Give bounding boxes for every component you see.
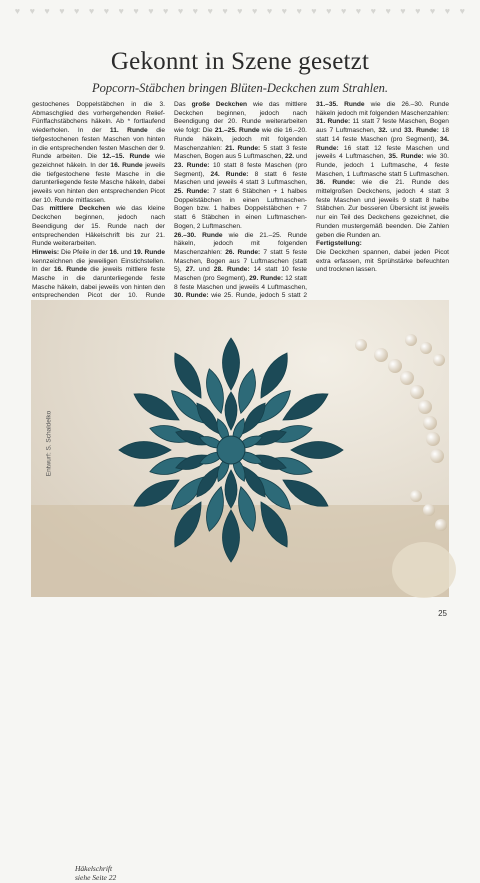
bold-term: 34. Runde: xyxy=(316,135,449,152)
bold-term: 31. Runde: xyxy=(316,118,351,126)
text-column-2 xyxy=(174,101,307,310)
bold-term: 25. Runde: xyxy=(174,188,210,196)
bold-term: 35. Runde: xyxy=(388,153,424,161)
heart-icon: ♥ xyxy=(192,5,199,16)
body-paragraph xyxy=(32,205,165,249)
heart-icon: ♥ xyxy=(74,5,80,16)
text-column-1 xyxy=(32,101,165,310)
body-paragraph xyxy=(174,101,307,232)
bold-term: 11. Runde xyxy=(109,127,148,135)
text-run: Das xyxy=(32,205,50,213)
heart-icon: ♥ xyxy=(415,5,421,16)
heart-icon: ♥ xyxy=(340,5,347,16)
heart-icon: ♥ xyxy=(311,5,317,16)
heart-icon: ♥ xyxy=(103,5,110,16)
body-paragraph xyxy=(316,240,449,249)
bold-term: 26.–30. Runde xyxy=(174,231,223,239)
heart-icon: ♥ xyxy=(355,5,362,16)
bold-term: 28. Runde: xyxy=(213,266,250,274)
bold-term: 29. Runde: xyxy=(249,275,284,283)
bold-term: große Deckchen xyxy=(191,101,248,108)
wood-surface xyxy=(31,505,449,597)
text-run: Die Pfeile in der xyxy=(59,248,110,256)
heart-icon: ♥ xyxy=(266,5,273,16)
bold-term: 22. xyxy=(284,153,295,161)
text-run: und xyxy=(387,127,405,135)
bold-term: Hinweis: xyxy=(32,248,60,256)
text-run: wie 30. Runde, jedoch 1 Luftmasche, 4 feste Maschen, 1 Luftmasche statt 5 Luftmaschen. xyxy=(316,153,449,178)
body-paragraph xyxy=(316,249,449,275)
bold-term: mittlere Deckchen xyxy=(49,205,111,213)
heart-icon: ♥ xyxy=(251,5,258,16)
bold-term: 23. Runde: xyxy=(174,161,210,169)
heart-icon: ♥ xyxy=(370,5,376,16)
heart-icon: ♥ xyxy=(444,5,451,16)
bold-term: 30. Runde: xyxy=(174,292,209,300)
bold-term: 36. Runde: xyxy=(316,179,356,187)
body-paragraph xyxy=(32,101,165,205)
text-run: gestochenes Doppelstäbchen in die 3. Abmaschglied des vorhergehenden Relief-Fünffachstäbchens häkeln. Ab * fortlaufend wiederholen. In der xyxy=(32,101,165,135)
bold-term: 21.–25. Runde xyxy=(214,127,260,135)
text-run: wie die 16.–20. Runde häkeln, jedoch mit folgenden Maschenzahlen: xyxy=(174,127,307,152)
bold-term: 19. Runde xyxy=(133,248,166,256)
heart-icon: ♥ xyxy=(207,5,213,16)
bold-term: 31.–35. Runde xyxy=(316,101,365,108)
heart-icon: ♥ xyxy=(44,5,50,16)
doily-center xyxy=(217,436,245,464)
body-paragraph xyxy=(174,232,307,310)
heart-icon: ♥ xyxy=(88,5,95,16)
bold-term: 24. Runde: xyxy=(210,170,249,178)
text-run: wie die 21. Runde des mittelgroßen Deckchens, jedoch 4 statt 3 feste Maschen und jeweils 9 statt 8 halbe Stäbchen. Zur besseren Übersicht ist jeweils nur ein Teil des Deckchens gezeichnet, die Runden mustergemäß beenden. Die Zahlen geben die Runden an. xyxy=(316,179,449,239)
heart-icon: ♥ xyxy=(118,5,124,16)
page-number: 25 xyxy=(438,609,447,618)
text-run: wie 25. Runde, jedoch 5 statt 2 xyxy=(211,292,307,300)
text-run: jeweils die tiefgestochene feste Masche in die darunterliegende feste Masche häkeln, dabei jeweils von hinten den entsprechenden Picot der 10. Runde mitfassen. xyxy=(32,161,165,204)
heart-icon: ♥ xyxy=(14,5,21,16)
page-title: Gekonnt in Szene gesetzt xyxy=(110,48,370,75)
bold-term: 16. xyxy=(109,248,119,256)
doily-photo-image xyxy=(31,300,449,597)
pattern-reference xyxy=(75,864,116,883)
text-run: wie gezeichnet häkeln. In der xyxy=(32,153,165,169)
text-run: 12 statt 8 feste Maschen und jeweils 4 Luftmaschen, xyxy=(174,275,307,291)
heart-icon: ♥ xyxy=(281,5,287,16)
text-run: wie das kleine Deckchen beginnen, jedoch nach Beendigung der 15. Runde nach der entsprechenden Häkelschrift bis zur 21. Runde weiterarbeiten. xyxy=(32,205,165,248)
text-run: 16 statt 12 feste Maschen und jeweils 4 Luftmaschen, xyxy=(316,144,449,161)
text-run: wie das mittlere Deckchen beginnen, jedoch nach Beendigung der 20. Runde weiterarbeiten wie folgt: Die xyxy=(174,101,307,135)
bold-term: 32. xyxy=(378,127,388,135)
text-run: 14 statt 10 feste Maschen (pro Segment), xyxy=(174,266,307,283)
bold-term: 21. Runde: xyxy=(225,144,261,152)
pattern-reference-line-1: Häkelschrift xyxy=(75,864,113,873)
heart-icon: ♥ xyxy=(326,5,332,16)
bold-term: 12.–15. Runde xyxy=(102,153,150,161)
heart-icon: ♥ xyxy=(163,5,169,16)
designer-credit: Entwurf: S. Schaldelko xyxy=(45,410,53,477)
heart-icon: ♥ xyxy=(59,5,65,16)
text-run: 10 statt 8 feste Maschen (pro Segment), xyxy=(174,161,307,178)
text-run: 11 statt 7 feste Maschen, Bogen aus 7 Luftmaschen, xyxy=(316,118,449,135)
heart-icon: ♥ xyxy=(459,5,465,16)
text-run: 7 statt 6 Stäbchen + 1 halbes Doppelstäbchen in einen Luftmaschen-Bogen bzw. 1 halbes Doppelstäbchen + 7 statt 6 Stäbchen in einen Luftmaschen-Bogen, 2 Luftmaschen. xyxy=(174,188,307,230)
heart-icon: ♥ xyxy=(400,5,406,16)
text-run: und xyxy=(194,266,214,274)
header-ornament-row xyxy=(0,0,480,22)
bold-term: Fertigstellung: xyxy=(316,240,362,248)
text-run: 7 statt 5 feste Maschen, Bogen aus 7 Luftmaschen (statt 5), xyxy=(174,248,307,274)
heart-icon: ♥ xyxy=(296,5,302,16)
bold-term: 26. Runde: xyxy=(225,248,261,256)
bold-term: 16. Runde xyxy=(53,266,87,274)
heart-icon: ♥ xyxy=(29,5,35,16)
heart-icon: ♥ xyxy=(133,5,139,16)
text-run: und xyxy=(294,153,307,161)
glass-dish xyxy=(392,542,456,598)
heart-icon: ♥ xyxy=(177,5,184,16)
text-column-3 xyxy=(316,101,449,275)
page-subtitle: Popcorn-Stäbchen bringen Blüten-Deckchen zum Strahlen. xyxy=(91,81,389,95)
heart-icon: ♥ xyxy=(385,5,391,16)
bold-term: 16. Runde xyxy=(110,161,143,169)
text-run: wie die 26.–30. Runde häkeln jedoch mit folgenden Maschenzahlen: xyxy=(316,101,450,117)
text-run: Die Deckchen spannen, dabei jeden Picot extra erfassen, mit Sprühstärke befeuchten und trocknen lassen. xyxy=(316,248,449,274)
text-run: kennzeichnen die jeweiligen Einstichstellen. In der xyxy=(32,257,165,274)
heart-icon: ♥ xyxy=(148,5,154,16)
text-run: 8 statt 6 feste Maschen und jeweils 4 statt 3 Luftmaschen, xyxy=(174,170,307,187)
text-run: 5 statt 3 feste Maschen, Bogen aus 5 Luftmaschen, xyxy=(174,144,307,161)
pattern-reference-line-2: siehe Seite 22 xyxy=(75,873,117,883)
body-paragraph xyxy=(316,101,449,240)
bold-term: 33. Runde: xyxy=(404,127,439,135)
text-run: und xyxy=(118,248,134,256)
text-run: 18 statt 14 feste Maschen (pro Segment), xyxy=(316,127,449,143)
heart-icon: ♥ xyxy=(429,5,436,16)
text-run: die jeweils mittlere feste Masche in die darunterliegende feste Masche häkeln, dabei jeweils von hinten den entsprechenden Picot der 10. Runde xyxy=(32,266,165,300)
text-run: Das xyxy=(174,101,192,108)
text-run: wie die 21.–25. Runde häkeln, jedoch mit folgenden Maschenzahlen: xyxy=(174,231,308,256)
heart-icon: ♥ xyxy=(222,5,228,16)
heart-icon: ♥ xyxy=(237,5,243,16)
text-run: die tiefgestochenen festen Maschen von hinten in die entsprechenden festen Maschen der 9. Runde arbeiten. Die xyxy=(32,127,165,161)
bold-term: 27. xyxy=(185,266,195,274)
